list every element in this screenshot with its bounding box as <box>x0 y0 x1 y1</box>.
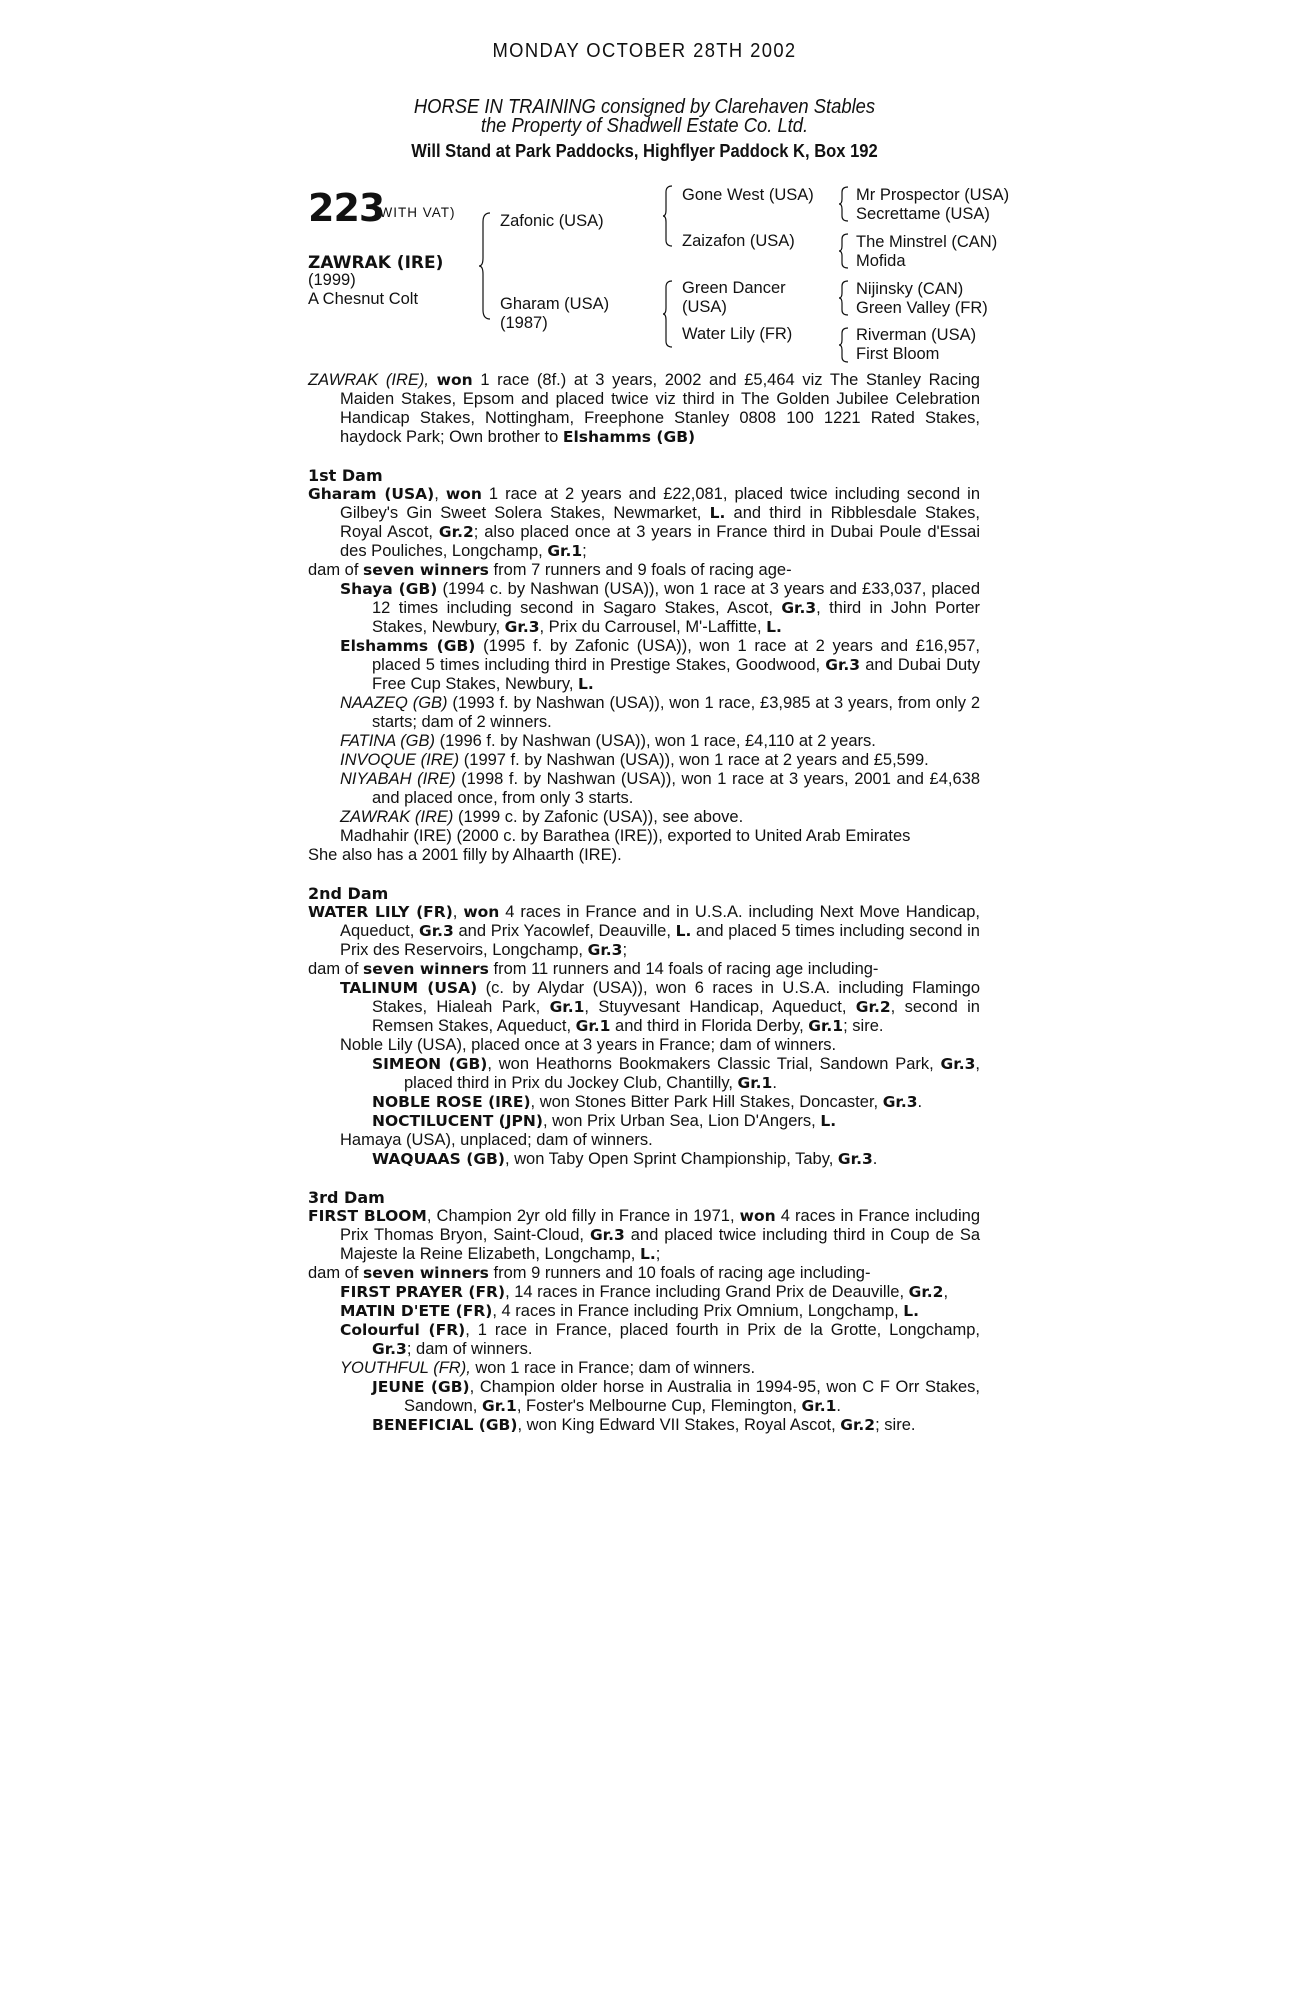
text: ; sire. <box>843 1017 884 1035</box>
produce-name: Colourful (FR) <box>340 1321 466 1339</box>
consignment-line-2: the Property of Shadwell Estate Co. Ltd. <box>480 115 809 137</box>
third-dam-heading: 3rd Dam <box>308 1188 385 1207</box>
listed-mark: L. <box>709 504 726 522</box>
text: ; sire. <box>875 1416 916 1434</box>
sep: , <box>434 485 446 503</box>
text: and third in Florida Derby, <box>610 1017 809 1035</box>
text: 1 race at 2 years and £22,081, placed twice including second in Gilbey's Gin Sweet Solera Stakes, Newmarket, <box>340 485 980 522</box>
pedigree-dds: Riverman (USA) <box>856 326 977 344</box>
group-mark: Gr.3 <box>418 922 454 940</box>
pedigree-dam-year: (1987) <box>500 314 548 332</box>
text: , Champion older horse in Australia in 1994-95, won C F Orr Stakes, Sandown, <box>404 1378 980 1415</box>
produce-name: FIRST PRAYER (FR) <box>340 1283 506 1301</box>
group-mark: Gr.3 <box>781 599 817 617</box>
third-dam-produce-summary <box>308 1264 980 1283</box>
horse-record <box>308 371 980 447</box>
produce-name: NOBLE ROSE (IRE) <box>372 1093 531 1111</box>
produce-name: MATIN D'ETE (FR) <box>340 1302 493 1320</box>
group-mark: Gr.1 <box>808 1017 844 1035</box>
text: , won Stones Bitter Park Hill Stakes, Doncaster, <box>530 1093 883 1111</box>
text: and placed twice including third in Coup de Sa Majeste la Reine Elizabeth, Longchamp, <box>340 1226 980 1263</box>
produce-name: NIYABAH (IRE) <box>340 770 456 788</box>
produce-zawrak <box>308 808 980 827</box>
group-mark: Gr.2 <box>840 1416 876 1434</box>
produce-beneficial <box>308 1416 980 1435</box>
pedigree-brace-sd <box>838 233 850 269</box>
produce-jeune <box>308 1378 980 1416</box>
text: . <box>872 1150 878 1168</box>
text: and Prix Yacowlef, Deauville, <box>453 922 676 940</box>
text: ; <box>582 542 587 560</box>
text: (1998 f. by Nashwan (USA)), won 1 race at 3 years, 2001 and £4,638 and placed once, from only 3 starts. <box>372 770 980 807</box>
produce-youthful <box>308 1359 980 1378</box>
second-dam-produce-summary <box>308 960 980 979</box>
produce-talinum <box>308 979 980 1036</box>
second-dam-heading: 2nd Dam <box>308 884 389 903</box>
winners-count: seven winners <box>363 1264 489 1282</box>
group-mark: Gr.2 <box>438 523 474 541</box>
sale-date: MONDAY OCTOBER 28TH 2002 <box>492 40 797 62</box>
pedigree-dam: Gharam (USA) <box>500 295 610 313</box>
text: (1994 c. by Nashwan (USA)), won 1 race at 3 years and £33,037, placed 12 times including second in Sagaro Stakes, Ascot, <box>372 580 980 617</box>
text: . <box>772 1074 777 1092</box>
group-mark: Gr.2 <box>908 1283 944 1301</box>
text: , <box>943 1283 949 1301</box>
pedigree-brace-main <box>478 212 492 320</box>
group-mark: Gr.3 <box>372 1340 407 1358</box>
text: , 4 races in France including Prix Omnium, Longchamp, <box>492 1302 904 1320</box>
pedigree-dsd: Green Valley (FR) <box>856 299 988 317</box>
listed-mark: L. <box>766 618 782 636</box>
group-mark: Gr.3 <box>837 1150 873 1168</box>
produce-name: JEUNE (GB) <box>372 1378 470 1396</box>
group-mark: Gr.1 <box>549 998 585 1016</box>
text: dam of <box>308 960 364 978</box>
produce-shaya <box>308 580 980 637</box>
text: , 14 races in France including Grand Prix de Deauville, <box>505 1283 909 1301</box>
group-mark: Gr.1 <box>575 1017 611 1035</box>
text: ; also placed once at 3 years in France third in Dubai Poule d'Essai des Pouliches, Longchamp, <box>340 523 980 560</box>
pedigree-ssd: Secrettame (USA) <box>856 205 990 223</box>
text: , third in John Porter Stakes, Newbury, <box>372 599 980 636</box>
group-mark: Gr.3 <box>504 618 540 636</box>
text: (1993 f. by Nashwan (USA)), won 1 race, £3,985 at 3 years, from only 2 starts; dam of 2 winners. <box>372 694 981 731</box>
text: 4 races in France and in U.S.A. including Next Move Handicap, Aqueduct, <box>340 903 980 940</box>
text: and placed 5 times including second in Prix des Reservoirs, Longchamp, <box>340 922 980 959</box>
produce-waquaas <box>308 1150 980 1169</box>
horse-name: ZAWRAK (IRE) <box>308 253 444 273</box>
text: won 1 race in France; dam of winners. <box>470 1359 756 1377</box>
produce-simeon <box>308 1055 980 1093</box>
pedigree-sire-dam: Zaizafon (USA) <box>682 232 795 250</box>
text: ; <box>655 1245 661 1263</box>
produce-name: WAQUAAS (GB) <box>372 1150 505 1168</box>
produce-first-prayer <box>308 1283 980 1302</box>
group-mark: Gr.3 <box>587 941 623 959</box>
text: , won Prix Urban Sea, Lion D'Angers, <box>542 1112 821 1130</box>
first-dam-heading: 1st Dam <box>308 466 383 485</box>
brother-name: Elshamms (GB) <box>562 428 696 446</box>
text: (1996 f. by Nashwan (USA)), won 1 race, £4,110 at 2 years. <box>435 732 876 750</box>
text: , Foster's Melbourne Cup, Flemington, <box>516 1397 802 1415</box>
text: (1995 f. by Zafonic (USA)), won 1 race at 2 years and £16,957, placed 5 times including third in Prestige Stakes, Goodwood, <box>372 637 980 674</box>
group-mark: Gr.1 <box>801 1397 837 1415</box>
produce-colourful <box>308 1321 980 1359</box>
text: , 1 race in France, placed fourth in Prix de la Grotte, Longchamp, <box>465 1321 981 1339</box>
listed-mark: L. <box>820 1112 837 1130</box>
won-label: won <box>445 485 482 503</box>
catalogue-body <box>308 371 980 1435</box>
won-label: won <box>436 371 473 389</box>
foaling-year: (1999) <box>308 271 356 289</box>
text: dam of <box>308 561 364 579</box>
produce-naazeq <box>308 694 980 732</box>
group-mark: Gr.3 <box>882 1093 918 1111</box>
produce-fatina <box>308 732 980 751</box>
text: , Champion 2yr old filly in France in 1971, <box>426 1207 740 1225</box>
produce-name: Elshamms (GB) <box>340 637 476 655</box>
lot-number: 223 <box>308 186 385 230</box>
text: ; dam of winners. <box>406 1340 533 1358</box>
text: , Prix du Carrousel, M'-Laffitte, <box>539 618 767 636</box>
stabling-info: Will Stand at Park Paddocks, Highflyer Paddock K, Box 192 <box>411 141 878 161</box>
produce-madhahir: Madhahir (IRE) (2000 c. by Barathea (IRE)), exported to United Arab Emirates <box>340 827 911 845</box>
second-dam-name: WATER LILY (FR) <box>308 903 453 921</box>
text: , won King Edward VII Stakes, Royal Ascot, <box>517 1416 841 1434</box>
pedigree-brace-ss <box>838 186 850 222</box>
first-dam-record <box>308 485 980 561</box>
text: and Dubai Duty Free Cup Stakes, Newbury, <box>372 656 980 693</box>
text: , Stuyvesant Handicap, Aqueduct, <box>584 998 856 1016</box>
pedigree-sdd: Mofida <box>856 252 906 270</box>
won-label: won <box>463 903 500 921</box>
sep: , <box>452 903 464 921</box>
group-mark: Gr.1 <box>481 1397 517 1415</box>
listed-mark: L. <box>578 675 594 693</box>
text: and third in Ribblesdale Stakes, Royal Ascot, <box>340 504 981 541</box>
text: (c. by Alydar (USA)), won 6 races in U.S.A. including Flamingo Stakes, Hialeah Park, <box>372 979 980 1016</box>
produce-name: TALINUM (USA) <box>340 979 478 997</box>
horse-description: A Chesnut Colt <box>308 290 419 308</box>
pedigree-dss: Nijinsky (CAN) <box>856 280 964 298</box>
group-mark: Gr.3 <box>940 1055 976 1073</box>
produce-name: NOCTILUCENT (JPN) <box>372 1112 543 1130</box>
produce-noble-lily: Noble Lily (USA), placed once at 3 years in France; dam of winners. <box>340 1036 837 1054</box>
text: 4 races in France including Prix Thomas Bryon, Saint-Cloud, <box>340 1207 980 1244</box>
pedigree-dam-dam: Water Lily (FR) <box>682 325 793 343</box>
text: . <box>917 1093 923 1111</box>
produce-name: YOUTHFUL (FR), <box>340 1359 471 1377</box>
pedigree-sire: Zafonic (USA) <box>500 212 604 230</box>
produce-name: Shaya (GB) <box>340 580 438 598</box>
text: , second in Remsen Stakes, Aqueduct, <box>372 998 980 1035</box>
listed-mark: L. <box>675 922 692 940</box>
produce-noble-rose <box>308 1093 980 1112</box>
text: . <box>836 1397 841 1415</box>
text: (1997 f. by Nashwan (USA)), won 1 race at 2 years and £5,599. <box>459 751 929 769</box>
pedigree-brace-dam <box>662 280 674 348</box>
second-dam-record <box>308 903 980 960</box>
third-dam-name: FIRST BLOOM <box>308 1207 427 1225</box>
produce-name: INVOQUE (IRE) <box>340 751 460 769</box>
pedigree-sss: Mr Prospector (USA) <box>856 186 1010 204</box>
pedigree-brace-sire <box>662 185 674 247</box>
listed-mark: L. <box>639 1245 656 1263</box>
pedigree-ddd: First Bloom <box>856 345 940 363</box>
text: from 11 runners and 14 foals of racing age including- <box>488 960 879 978</box>
produce-matin-dete <box>308 1302 980 1321</box>
text: , won Heathorns Bookmakers Classic Trial, Sandown Park, <box>487 1055 941 1073</box>
pedigree-brace-dd <box>838 327 850 363</box>
third-dam-record <box>308 1207 980 1264</box>
group-mark: Gr.2 <box>855 998 891 1016</box>
pedigree-dam-sire-1: Green Dancer <box>682 279 786 297</box>
pedigree-brace-ds <box>838 280 850 316</box>
first-dam-filly-note: She also has a 2001 filly by Alhaarth (IRE). <box>308 846 622 864</box>
produce-noctilucent <box>308 1112 980 1131</box>
pedigree-dam-sire-2: (USA) <box>682 298 727 316</box>
text: from 9 runners and 10 foals of racing age including- <box>488 1264 871 1282</box>
record-text: 1 race (8f.) at 3 years, 2002 and £5,464 viz The Stanley Racing Maiden Stakes, Epsom and placed twice viz third in The Golden Jubilee Celebration Handicap Stakes, Nottingham, Freephone Stanley 0808 100 1221 Rated Stakes, haydock Park; Own brother to <box>340 371 980 446</box>
text: (1999 c. by Zafonic (USA)), see above. <box>453 808 744 826</box>
won-label: won <box>739 1207 776 1225</box>
text: , placed third in Prix du Jockey Club, Chantilly, <box>404 1055 980 1092</box>
winners-count: seven winners <box>363 960 489 978</box>
first-dam-name: Gharam (USA) <box>308 485 435 503</box>
text: from 7 runners and 9 foals of racing age- <box>488 561 792 579</box>
produce-niyabah <box>308 770 980 808</box>
pedigree-sds: The Minstrel (CAN) <box>856 233 998 251</box>
produce-hamaya: Hamaya (USA), unplaced; dam of winners. <box>340 1131 653 1149</box>
produce-name: FATINA (GB) <box>340 732 436 750</box>
record-horse-name: ZAWRAK (IRE), <box>308 371 430 389</box>
pedigree-sire-sire: Gone West (USA) <box>682 186 814 204</box>
consignment-line-1: HORSE IN TRAINING consigned by Clarehaven Stables <box>413 96 876 118</box>
produce-name: ZAWRAK (IRE) <box>340 808 454 826</box>
group-mark: Gr.3 <box>825 656 861 674</box>
first-dam-produce-summary <box>308 561 980 580</box>
produce-name: SIMEON (GB) <box>372 1055 488 1073</box>
winners-count: seven winners <box>363 561 489 579</box>
group-mark: Gr.1 <box>737 1074 773 1092</box>
produce-invoque <box>308 751 980 770</box>
listed-mark: L. <box>903 1302 919 1320</box>
vat-note: (WITH VAT) <box>374 205 456 220</box>
produce-name: NAAZEQ (GB) <box>340 694 448 712</box>
produce-name: BENEFICIAL (GB) <box>372 1416 518 1434</box>
group-mark: Gr.3 <box>589 1226 625 1244</box>
text: ; <box>622 941 628 959</box>
text: , won Taby Open Sprint Championship, Taby, <box>504 1150 838 1168</box>
text: dam of <box>308 1264 364 1282</box>
group-mark: Gr.1 <box>547 542 583 560</box>
produce-elshamms <box>308 637 980 694</box>
